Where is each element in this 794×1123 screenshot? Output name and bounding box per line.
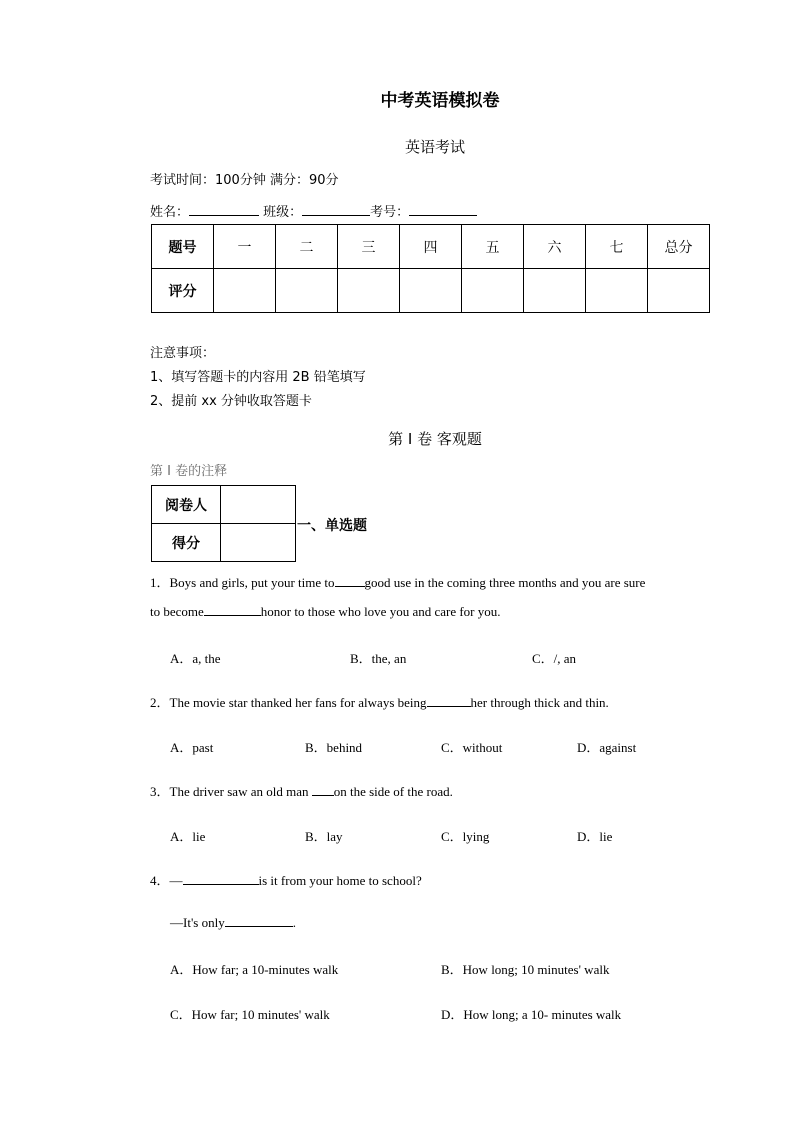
section-title: 第 I 卷 客观题 bbox=[388, 430, 482, 448]
score-cell-blank[interactable] bbox=[524, 269, 586, 313]
notes-title: 注意事项： bbox=[150, 346, 216, 361]
score-cell-header: 一 bbox=[214, 225, 276, 269]
question-3-blank[interactable] bbox=[312, 783, 334, 796]
question-4-option-b[interactable]: B．How long; 10 minutes' walk bbox=[441, 962, 610, 977]
score-cell-blank[interactable] bbox=[338, 269, 400, 313]
score-cell-header: 六 bbox=[524, 225, 586, 269]
name-label: 姓名： bbox=[150, 205, 190, 220]
score-cell-label: 评分 bbox=[152, 269, 214, 313]
question-2-option-b[interactable]: B．behind bbox=[305, 740, 363, 755]
question-4-blank-2[interactable] bbox=[225, 914, 293, 927]
exam-info: 考试时间：100分钟 满分：90分 bbox=[150, 173, 339, 188]
question-1-stem-cont: to become bbox=[150, 604, 204, 619]
score-cell-blank[interactable] bbox=[462, 269, 524, 313]
question-1-option-c[interactable]: C．/, an bbox=[532, 651, 577, 666]
question-1-stem-cont: honor to those who love you and care for you. bbox=[260, 604, 501, 619]
score-cell-label: 题号 bbox=[152, 225, 214, 269]
part-title: 一、单选题 bbox=[297, 518, 367, 534]
question-3-option-a[interactable]: A．lie bbox=[170, 829, 206, 844]
question-4-line-2 bbox=[170, 914, 296, 931]
grader-label: 阅卷人 bbox=[152, 486, 221, 524]
score-table-header-row bbox=[152, 225, 710, 269]
question-2-option-d[interactable]: D．against bbox=[577, 740, 637, 755]
score-cell-header: 总分 bbox=[648, 225, 710, 269]
question-4-option-c[interactable]: C．How far; 10 minutes' walk bbox=[170, 1007, 330, 1022]
number-blank[interactable] bbox=[409, 203, 477, 216]
question-3-option-b[interactable]: B．lay bbox=[305, 829, 343, 844]
student-info-line bbox=[150, 201, 477, 220]
grader-blank[interactable] bbox=[221, 486, 296, 524]
class-blank[interactable] bbox=[302, 203, 370, 216]
question-3-stem-cont: on the side of the road. bbox=[333, 784, 453, 799]
score-cell-blank[interactable] bbox=[214, 269, 276, 313]
question-1-stem-cont: good use in the coming three months and you are sure bbox=[364, 575, 646, 590]
score-cell-header: 五 bbox=[462, 225, 524, 269]
question-4-line-1 bbox=[150, 870, 422, 889]
question-1-option-b[interactable]: B．the, an bbox=[350, 651, 407, 666]
question-3-option-c[interactable]: C．lying bbox=[441, 829, 490, 844]
question-4-reply-end: . bbox=[292, 915, 296, 930]
question-1-option-a[interactable]: A．a, the bbox=[170, 651, 221, 666]
score-cell-header: 二 bbox=[276, 225, 338, 269]
score-cell-header: 四 bbox=[400, 225, 462, 269]
score-cell-blank[interactable] bbox=[276, 269, 338, 313]
score-cell-header: 三 bbox=[338, 225, 400, 269]
score-cell-header: 七 bbox=[586, 225, 648, 269]
main-title: 中考英语模拟卷 bbox=[380, 91, 500, 111]
question-4-blank-1[interactable] bbox=[183, 872, 259, 885]
question-1-line-1 bbox=[150, 572, 645, 591]
name-blank[interactable] bbox=[189, 203, 259, 216]
score-cell-blank[interactable] bbox=[586, 269, 648, 313]
score-table-score-row bbox=[152, 269, 710, 313]
section-note: 第 I 卷的注释 bbox=[150, 464, 228, 479]
number-label: 考号： bbox=[370, 205, 410, 220]
question-3-line-1 bbox=[150, 781, 453, 800]
question-1-blank-2[interactable] bbox=[204, 603, 261, 616]
question-2-stem-cont: her through thick and thin. bbox=[470, 695, 609, 710]
question-2-blank[interactable] bbox=[427, 694, 471, 707]
score-table bbox=[151, 224, 710, 313]
question-1-stem: 1．Boys and girls, put your time to bbox=[150, 575, 335, 590]
question-2-line-1 bbox=[150, 692, 609, 711]
question-4-option-a[interactable]: A．How far; a 10-minutes walk bbox=[170, 962, 339, 977]
question-1-blank-1[interactable] bbox=[335, 574, 365, 587]
question-1-line-2 bbox=[150, 603, 501, 620]
score-cell-blank[interactable] bbox=[648, 269, 710, 313]
notes-item-1: 1、填写答题卡的内容用 2B 铅笔填写 bbox=[150, 370, 366, 385]
question-2-option-a[interactable]: A．past bbox=[170, 740, 214, 755]
question-3-option-d[interactable]: D．lie bbox=[577, 829, 613, 844]
sub-title: 英语考试 bbox=[404, 138, 465, 156]
score-label: 得分 bbox=[152, 524, 221, 562]
question-3-stem: 3．The driver saw an old man bbox=[150, 784, 309, 799]
question-4-option-d[interactable]: D．How long; a 10- minutes walk bbox=[441, 1007, 622, 1022]
notes-item-2: 2、提前 xx 分钟收取答题卡 bbox=[150, 394, 312, 409]
grader-table bbox=[151, 485, 296, 562]
score-cell-blank[interactable] bbox=[400, 269, 462, 313]
question-2-stem: 2．The movie star thanked her fans for always being bbox=[150, 695, 427, 710]
question-2-option-c[interactable]: C．without bbox=[441, 740, 503, 755]
question-4-stem-cont: is it from your home to school? bbox=[258, 873, 422, 888]
class-label: 班级： bbox=[263, 205, 303, 220]
question-4-reply: —It's only bbox=[170, 915, 225, 930]
score-blank[interactable] bbox=[221, 524, 296, 562]
question-4-stem: 4．— bbox=[150, 873, 183, 888]
